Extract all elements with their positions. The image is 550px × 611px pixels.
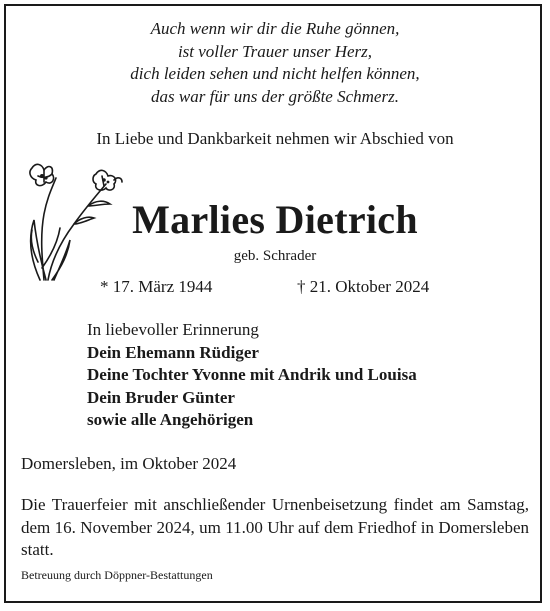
mourner-line: Deine Tochter Yvonne mit Andrik und Louisa: [87, 365, 417, 384]
iris-flower-icon: [22, 158, 124, 282]
poem-line: ist voller Trauer unser Herz,: [177, 41, 373, 61]
poem-line: das war für uns der größte Schmerz.: [151, 86, 399, 106]
place-date: Domersleben, im Oktober 2024: [21, 454, 237, 473]
mourners-list: [87, 319, 417, 432]
mourner-line: Dein Ehemann Rüdiger: [87, 342, 259, 362]
poem: [0, 18, 550, 108]
funeral-service-credit: Betreuung durch Döppner-Bestattungen: [21, 568, 213, 582]
maiden-name: geb. Schrader: [233, 248, 317, 264]
poem-line: Auch wenn wir dir die Ruhe gönnen,: [150, 19, 400, 38]
mourner-line: sowie alle Angehörigen: [87, 410, 254, 429]
deceased-name: Marlies Dietrich: [132, 197, 418, 242]
poem-line: dich leiden sehen und nicht helfen können,: [130, 64, 420, 83]
farewell-intro: In Liebe und Dankbarkeit nehmen wir Abschied von: [96, 129, 454, 148]
mourner-line: Dein Bruder Günter: [87, 387, 235, 407]
death-date: † 21. Oktober 2024: [297, 277, 430, 296]
mourners-intro: In liebevoller Erinnerung: [87, 320, 259, 339]
ceremony-notice: Die Trauerfeier mit anschließender Urnenbeisetzung findet am Samstag, dem 16. November 2024, um 11.00 Uhr auf dem Friedhof in Domersleben statt.: [21, 495, 529, 559]
birth-date: * 17. März 1944: [100, 277, 213, 296]
